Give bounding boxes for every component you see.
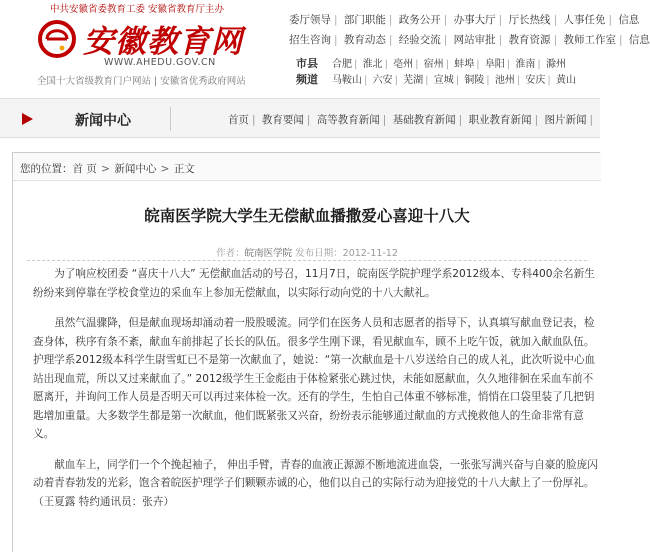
top-nav-item[interactable]: 招生咨询 — [289, 34, 331, 46]
city-link[interactable]: 宿州 — [423, 59, 444, 70]
top-nav-row-2: 招生咨询 | 教育动态 | 经验交流 | 网站审批 | 教育资源 | 教师工作室 | 信息 — [289, 34, 650, 46]
city-link[interactable]: 淮南 — [515, 59, 536, 70]
channel-nav: 首页 | 教育要闻 | 高等教育新闻 | 基础教育新闻 | 职业教育新闻 | 图片新闻 | — [228, 114, 593, 126]
city-link[interactable]: 黄山 — [555, 75, 576, 86]
city-row-1: 合肥 | 淮北 | 亳州 | 宿州 | 蚌埠 | 阜阳 | 淮南 | 滁州 — [332, 59, 566, 70]
top-nav-item[interactable]: 信息 — [628, 34, 650, 46]
channel-bar — [0, 98, 600, 138]
city-link[interactable]: 马鞍山 — [332, 75, 362, 86]
top-nav-item[interactable]: 人事任免 — [563, 14, 606, 26]
article-paragraph: 为了响应校团委 “喜庆十八大” 无偿献血活动的号召，11月7日，皖南医学院护理学系2012级本、专科400余名新生纷纷来到停靠在学校食堂边的采血车上参加无偿献血，以实际行动向党的十八大献礼。 — [33, 268, 595, 299]
city-link[interactable]: 芜湖 — [403, 75, 424, 86]
top-nav-item[interactable]: 厅长热线 — [508, 14, 551, 26]
article-meta — [13, 245, 601, 259]
breadcrumb: 您的位置：首 页 > 新闻中心 > 正文 — [13, 153, 601, 181]
site-header — [0, 0, 650, 92]
site-domain: WWW.AHEDU.GOV.CN — [104, 57, 216, 68]
top-nav-item[interactable]: 经验交流 — [398, 34, 441, 46]
meta-divider — [27, 260, 587, 261]
city-link[interactable]: 淮北 — [362, 59, 383, 70]
top-nav-item[interactable]: 教育动态 — [343, 34, 386, 46]
city-label: 市县 — [296, 57, 318, 70]
article-body — [33, 265, 599, 523]
top-nav-item[interactable]: 教育资源 — [508, 34, 551, 46]
top-nav-item[interactable]: 教师工作室 — [563, 34, 616, 46]
city-row-2: 马鞍山 | 六安 | 芜湖 | 宣城 | 铜陵 | 池州 | 安庆 | 黄山 — [332, 75, 576, 86]
top-nav-item[interactable]: 网站审批 — [453, 34, 496, 46]
city-link[interactable]: 安庆 — [525, 75, 546, 86]
city-link[interactable]: 蚌埠 — [454, 59, 475, 70]
published-date: 2012-11-12 — [342, 248, 398, 259]
author-label: 作者： — [216, 248, 245, 259]
channel-label: 频道 — [296, 73, 318, 86]
site-slogan: 全国十大省级教育门户网站 | 安徽省优秀政府网站 — [37, 76, 246, 87]
site-logo-text[interactable]: 安徽教育网 — [83, 24, 243, 60]
published-label: 发布日期： — [295, 248, 343, 259]
city-link[interactable]: 铜陵 — [464, 75, 485, 86]
top-nav-item[interactable]: 部门职能 — [343, 14, 386, 26]
city-link[interactable]: 阜阳 — [484, 59, 505, 70]
city-link[interactable]: 合肥 — [332, 59, 352, 70]
article-panel — [12, 152, 600, 552]
city-link[interactable]: 宣城 — [433, 75, 454, 86]
breadcrumb-label: 您的位置： — [20, 163, 73, 175]
breadcrumb-current: 正文 — [173, 163, 195, 175]
sponsor-note: 中共安徽省委教育工委 安徽省教育厅主办 — [50, 4, 225, 15]
city-link[interactable]: 池州 — [494, 75, 515, 86]
channel-divider — [170, 107, 171, 131]
top-nav-item[interactable]: 政务公开 — [398, 14, 441, 26]
city-link[interactable]: 滁州 — [545, 59, 566, 70]
channel-nav-item[interactable]: 基础教育新闻 — [392, 114, 456, 126]
channel-arrow-icon — [22, 113, 33, 125]
channel-title: 新闻中心 — [75, 113, 131, 129]
breadcrumb-home[interactable]: 首 页 — [72, 163, 97, 175]
article-author: 皖南医学院 — [244, 248, 293, 259]
logo-e-icon[interactable] — [37, 18, 77, 58]
top-nav-row-1: 委厅领导 | 部门职能 | 政务公开 | 办事大厅 | 厅长热线 | 人事任免 | 信息 — [289, 14, 640, 26]
top-nav-item[interactable]: 办事大厅 — [453, 14, 496, 26]
city-link[interactable]: 亳州 — [393, 59, 414, 70]
article-paragraph: 献血车上，同学们一个个挽起袖子， 伸出手臂，青春的血液正源源不断地流进血袋，一张张写满兴奋与自豪的脸庞闪动着青春勃发的光彩，饱含着皖医护理学子们颗颗赤诚的心，他们以自己的实际行动为迎接党的十八大献上了一份厚礼。 （王夏露 特约通讯员：张卉） — [33, 458, 598, 508]
channel-nav-item[interactable]: 图片新闻 — [544, 114, 587, 126]
channel-nav-item[interactable]: 高等教育新闻 — [316, 114, 380, 126]
city-link[interactable]: 六安 — [372, 75, 393, 86]
breadcrumb-news-center[interactable]: 新闻中心 — [114, 163, 157, 175]
article-paragraph: 虽然气温骤降，但是献血现场却涌动着一股股暖流。同学们在医务人员和志愿者的指导下，认真填写献血登记表，检查身体，秩序有条不紊，献血车前排起了长长的队伍。很多学生刚下课，看见献血车，顾不上吃午饭，就加入献血队伍。护理学系2012级本科学生尉雪虹已不是第一次献血了，她说：“第一次献血是十八岁送给自己的成人礼，此次听说中心血站出现血荒，所以又过来献血了。” 2012级学生王金彪由于体检紧张心跳过快，未能如愿献血，久久地徘徊在采血车前不愿离开，并询问工作人员是否明天可以再过来体检一次。还有的学生，生怕自己体重不够标准，悄悄在口袋里装了几把钥匙增加重量。大多数学生都是第一次献血，他们既紧张又兴奋，纷纷表示能够通过献血的方式挽救他人的生命非常有意义。 — [33, 317, 596, 440]
top-nav-item[interactable]: 信息 — [618, 14, 640, 26]
channel-nav-item[interactable]: 首页 — [228, 114, 249, 126]
article-title: 皖南医学院大学生无偿献血播撒爱心喜迎十八大 — [144, 207, 470, 225]
channel-nav-item[interactable]: 职业教育新闻 — [468, 114, 532, 126]
top-nav-item[interactable]: 委厅领导 — [289, 14, 331, 26]
channel-nav-item[interactable]: 教育要闻 — [261, 114, 304, 126]
